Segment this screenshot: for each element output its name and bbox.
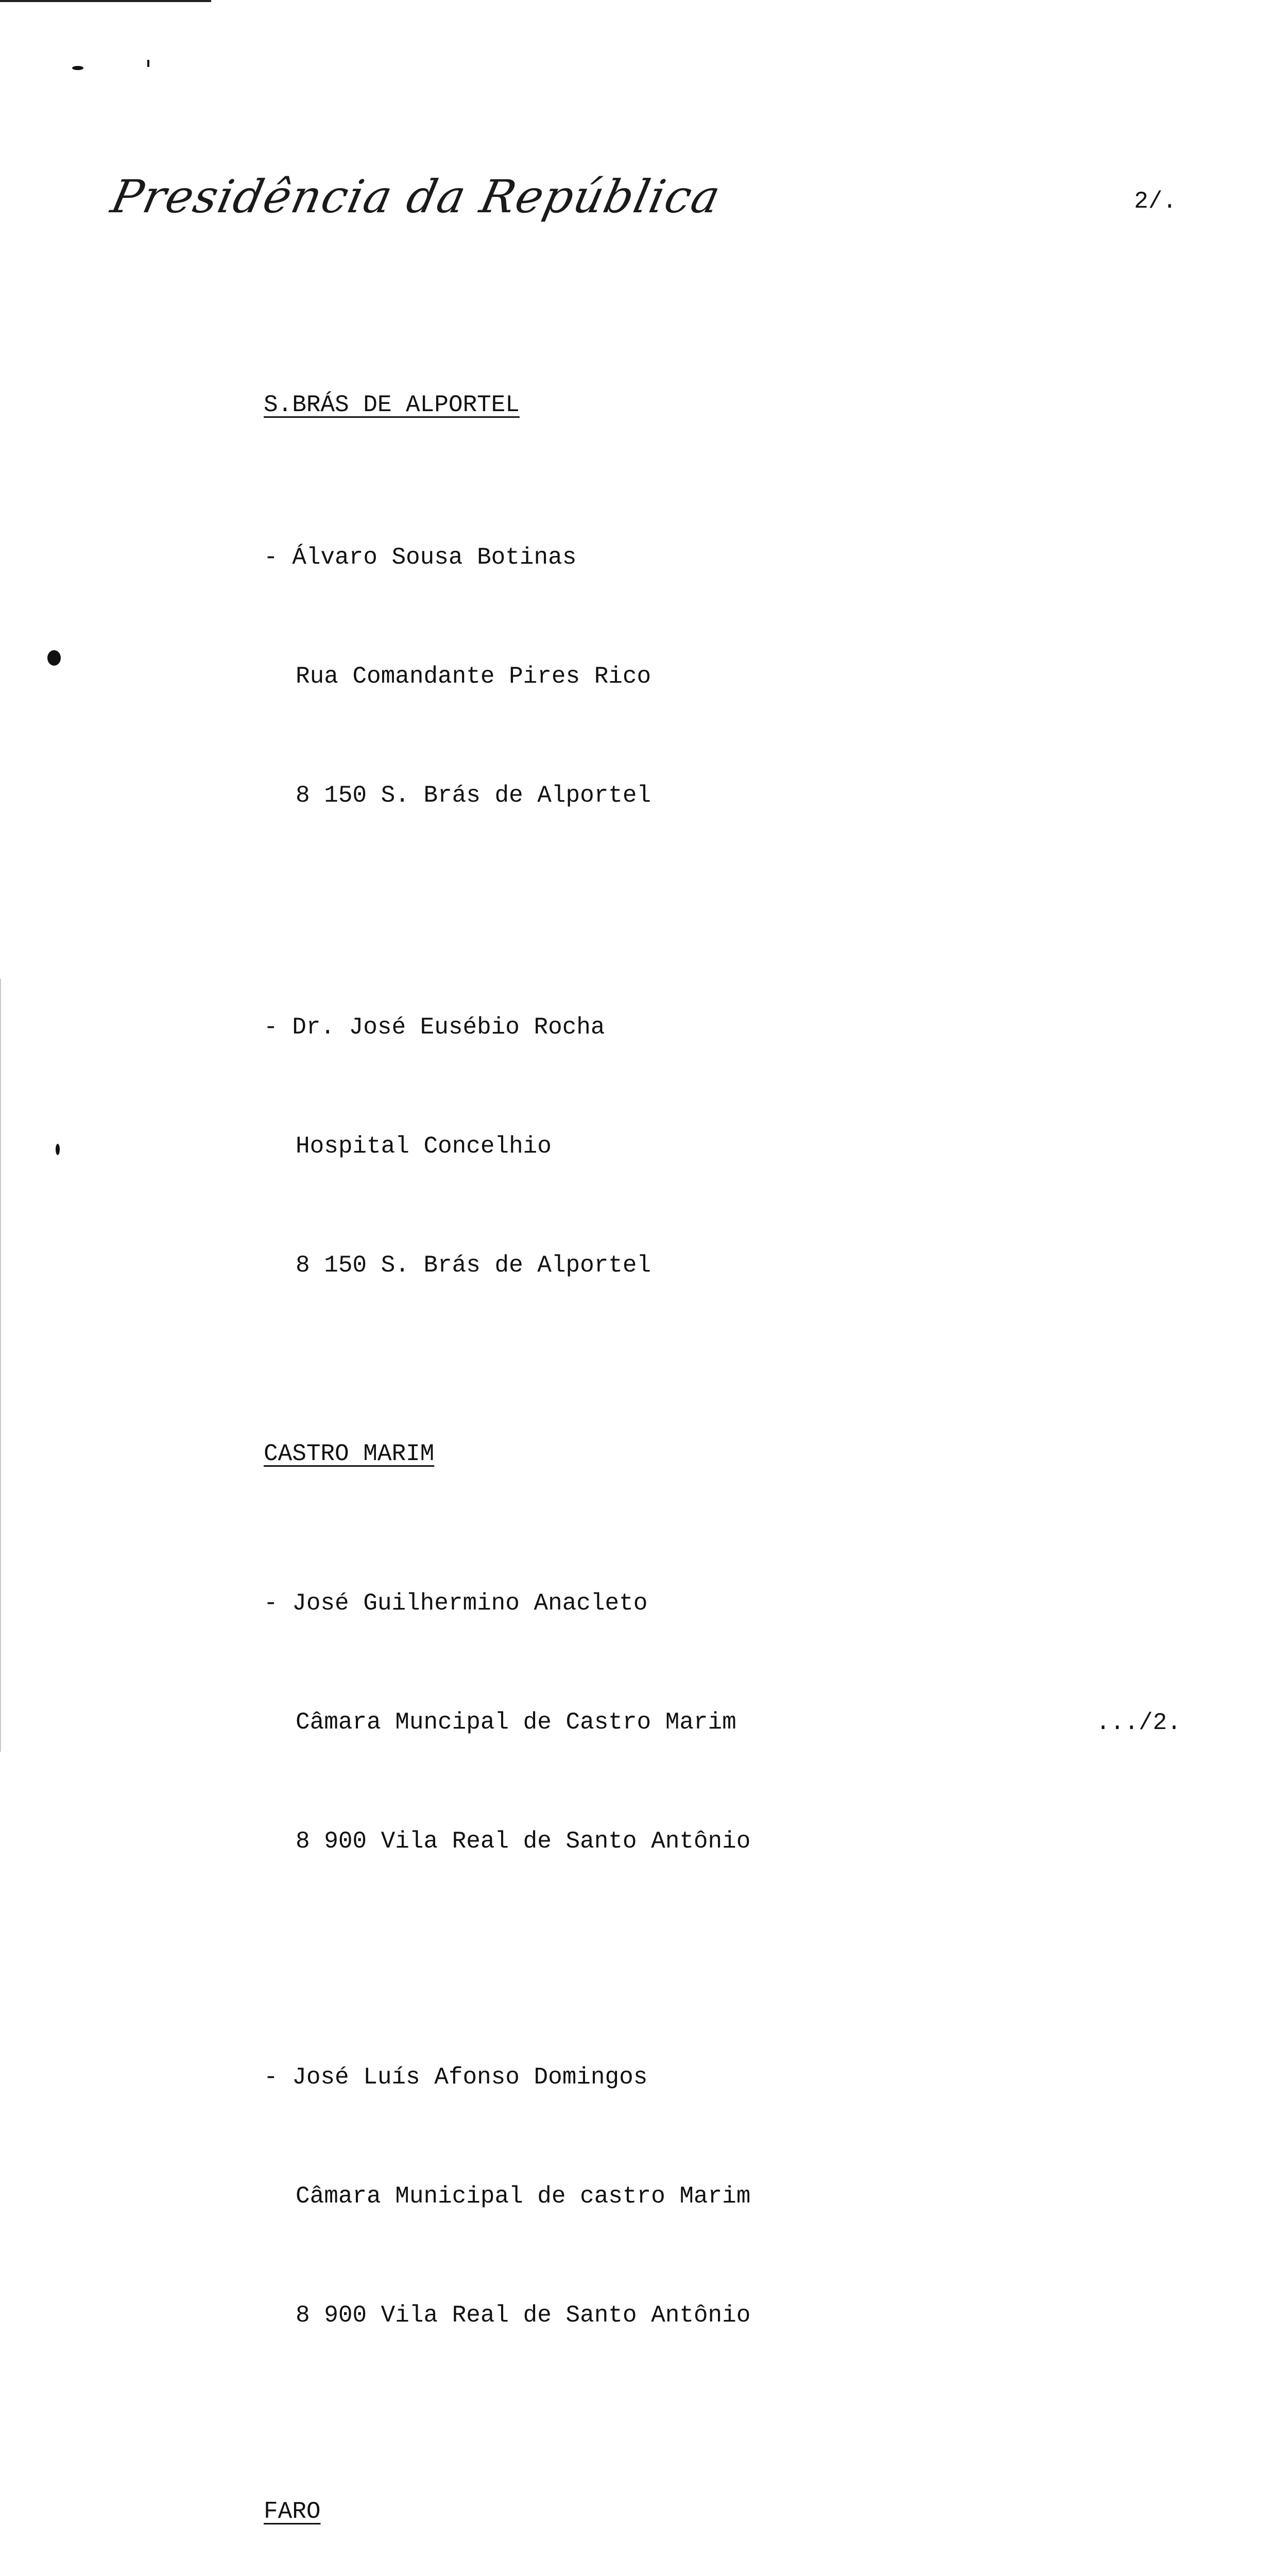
scan-speck: [72, 66, 83, 70]
scan-speck: [47, 650, 61, 666]
address-entry: [264, 1978, 1139, 2415]
entry-name: José Luís Afonso Domingos: [292, 2064, 648, 2091]
section-heading: FARO: [264, 2498, 321, 2525]
continuation-marker: .../2.: [1096, 1709, 1181, 1736]
entry-name-line: - José Guilhermino Anacleto: [264, 1590, 648, 1617]
entry-name-line: - Álvaro Sousa Botinas: [264, 544, 577, 571]
section-heading: S.BRÁS DE ALPORTEL: [264, 392, 520, 418]
entry-postal: 8 900 Vila Real de Santo Antônio: [296, 2302, 751, 2329]
address-entry: [264, 1504, 1139, 1941]
address-entry: [264, 928, 1139, 1365]
entry-name: Álvaro Sousa Botinas: [292, 544, 577, 571]
entry-name-line: - Dr. José Eusébio Rocha: [264, 1014, 605, 1041]
entry-name: Dr. José Eusébio Rocha: [292, 1014, 605, 1041]
page-number: 2/.: [1134, 188, 1177, 215]
entry-address: Rua Comandante Pires Rico: [296, 663, 651, 690]
address-list: [264, 385, 1139, 2576]
entry-address: Câmara Muncipal de Castro Marim: [296, 1709, 736, 1736]
scan-speck: [147, 60, 149, 67]
entry-postal: 8 150 S. Brás de Alportel: [296, 782, 651, 809]
scan-speck: [56, 1144, 60, 1155]
section-heading: CASTRO MARIM: [264, 1440, 435, 1467]
section-faro: [264, 2492, 1139, 2531]
entry-postal: 8 900 Vila Real de Santo Antônio: [296, 1828, 751, 1855]
scan-edge-line: [0, 0, 211, 2]
entry-postal: 8 150 S. Brás de Alportel: [296, 1252, 651, 1279]
entry-name-line: - José Luís Afonso Domingos: [264, 2064, 648, 2091]
letterhead-title: Presidência da República: [107, 170, 726, 223]
section-s-bras: [264, 385, 1139, 425]
address-entry: [264, 2564, 1139, 2576]
scan-left-shadow: [0, 979, 1, 1752]
entry-name: José Guilhermino Anacleto: [292, 1590, 648, 1617]
section-castro-marim: [264, 1434, 1139, 1473]
address-entry: [264, 459, 1139, 895]
entry-address: Câmara Municipal de castro Marim: [296, 2183, 751, 2210]
entry-address: Hospital Concelhio: [296, 1133, 552, 1160]
